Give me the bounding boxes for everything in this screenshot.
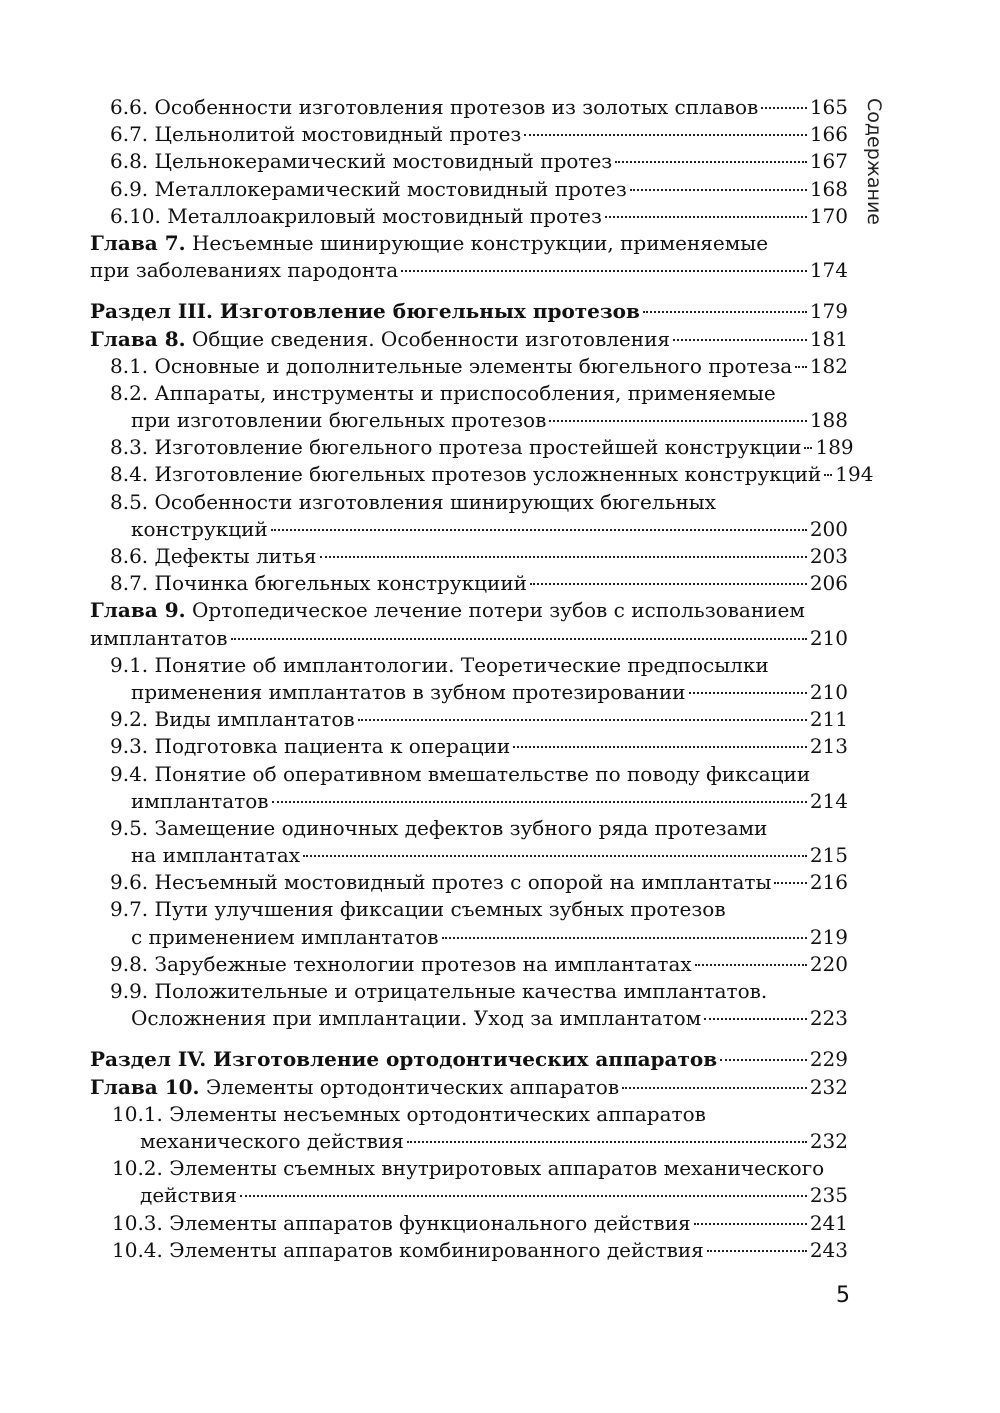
toc-entry-title: 9.7. Пути улучшения фиксации съемных зубных протезов [110, 897, 726, 922]
running-header-text: Содержание [863, 98, 885, 225]
dot-leader [513, 746, 807, 748]
toc-entry-title: 8.1. Основные и дополнительные элементы бюгельного протеза [110, 353, 793, 378]
toc-page-number: 174 [809, 258, 848, 283]
dot-leader [271, 529, 807, 531]
toc-entry-title: Несъемные шинирующие конструкции, применяемые [191, 230, 769, 255]
toc-entry-title: 9.9. Положительные и отрицательные качества имплантатов. [110, 979, 768, 1003]
dot-leader [630, 189, 807, 191]
toc-entry[interactable] [90, 978, 848, 1005]
toc-entry-continuation[interactable] [90, 1005, 848, 1032]
toc-page-number: 216 [809, 870, 848, 895]
toc-entry-title: 9.2. Виды имплантатов [110, 707, 355, 732]
toc-entry-title: 8.3. Изготовление бюгельного протеза простейшей конструкции [110, 435, 802, 460]
toc-entry[interactable] [90, 353, 848, 380]
dot-leader [804, 447, 812, 449]
dot-leader [707, 1250, 807, 1252]
dot-leader [272, 801, 807, 803]
toc-entry[interactable] [90, 176, 848, 203]
chapter-label: Глава 7. [90, 230, 186, 255]
dot-leader [694, 1223, 807, 1225]
toc-entry-title: Ортопедическое лечение потери зубов с использованием [191, 598, 805, 623]
toc-page-number: 188 [809, 408, 848, 433]
toc-page-number: 167 [809, 149, 848, 174]
dot-leader [605, 216, 807, 218]
chapter-label: Глава 10. [90, 1074, 200, 1099]
toc-entry-title: механического действия [140, 1128, 404, 1153]
dot-leader [549, 420, 806, 422]
toc-entry[interactable] [90, 951, 848, 978]
chapter-label: Глава 9. [90, 598, 186, 623]
toc-entry-title: 10.1. Элементы несъемных ортодонтических аппаратов [112, 1101, 706, 1126]
running-header [861, 98, 885, 248]
toc-entry[interactable] [90, 896, 848, 923]
toc-entry-title: 8.7. Починка бюгельных конструкциий [110, 571, 527, 596]
toc-entry[interactable] [90, 434, 854, 461]
toc-page-number: 220 [809, 951, 848, 976]
toc-entry[interactable] [90, 815, 848, 842]
dot-leader [407, 1141, 807, 1143]
dot-leader [442, 937, 807, 939]
toc-entry-title: Общие сведения. Особенности изготовления [191, 326, 671, 351]
toc-entry[interactable] [90, 461, 874, 488]
toc-entry-title: 10.3. Элементы аппаратов функционального действия [112, 1210, 691, 1235]
toc-entry-title: 10.4. Элементы аппаратов комбинированного действия [112, 1237, 704, 1262]
dot-leader [689, 692, 807, 694]
dot-leader [695, 964, 807, 966]
dot-leader [303, 855, 807, 857]
toc-entry-title: действия [140, 1183, 237, 1208]
toc-entry-title: при заболеваниях пародонта [90, 258, 399, 283]
dot-leader [320, 556, 807, 558]
toc-entry-title: 10.2. Элементы съемных внутриротовых аппаратов механического [112, 1156, 825, 1181]
toc-entry-title: 6.7. Цельнолитой мостовидный протез [110, 122, 522, 147]
dot-leader [643, 311, 807, 313]
toc-entry[interactable] [90, 489, 848, 516]
toc-entry[interactable] [90, 706, 848, 733]
toc-page-number: 194 [835, 462, 874, 487]
toc-entry-continuation[interactable] [90, 257, 848, 284]
toc-entry[interactable] [90, 652, 848, 679]
toc-entry-continuation[interactable] [90, 625, 848, 652]
toc-page-number: 182 [809, 353, 848, 378]
dot-leader [615, 161, 807, 163]
toc-page-number: 241 [809, 1210, 848, 1235]
toc-entry[interactable] [90, 380, 848, 407]
toc-page-number: 181 [809, 326, 848, 351]
toc-chapter-heading[interactable] [90, 597, 848, 624]
toc-chapter-heading[interactable] [90, 1074, 848, 1101]
toc-page-number: 229 [809, 1047, 848, 1072]
dot-leader [774, 882, 806, 884]
page-number: 5 [836, 1283, 850, 1308]
dot-leader [401, 270, 807, 272]
toc-entry[interactable] [90, 1101, 848, 1128]
toc-page-number: 168 [809, 176, 848, 201]
toc-entry[interactable] [90, 121, 848, 148]
toc-entry-title: 8.4. Изготовление бюгельных протезов усложненных конструкций [110, 462, 822, 487]
toc-page-number: 203 [809, 544, 848, 568]
toc-entry-continuation[interactable] [90, 1182, 848, 1209]
toc-entry-title: 8.5. Особенности изготовления шинирующих бюгельных [110, 489, 717, 514]
toc-entry-continuation[interactable] [90, 1128, 848, 1155]
toc-entry-title: с применением имплантатов [131, 924, 439, 949]
toc-entry[interactable] [90, 543, 848, 570]
toc-entry-title: 8.6. Дефекты литья [110, 544, 317, 568]
toc-page-number: 210 [809, 625, 848, 650]
toc-entry-title: 9.5. Замещение одиночных дефектов зубного ряда протезами [110, 815, 768, 840]
toc-entry[interactable] [90, 1237, 848, 1264]
toc-entry-continuation[interactable] [90, 788, 848, 815]
toc-page-number: 214 [809, 788, 848, 813]
toc-page-number: 189 [815, 435, 854, 460]
dot-leader [824, 474, 832, 476]
section-title: Раздел IV. Изготовление ортодонтических аппаратов [90, 1047, 718, 1072]
toc-entry-title: имплантатов [131, 788, 269, 813]
toc-entry[interactable] [90, 570, 848, 597]
toc-entry-title: 9.4. Понятие об оперативном вмешательстве по поводу фиксации [110, 761, 811, 786]
toc-page-number: 166 [809, 122, 848, 147]
toc-page-number: 200 [809, 516, 848, 541]
toc-entry-title: на имплантатах [131, 843, 301, 868]
toc-entry-title: 6.10. Металлоакриловый мостовидный протез [110, 203, 602, 228]
toc-section-heading[interactable] [90, 1046, 848, 1073]
toc-entry-title: Осложнения при имплантации. Уход за имплантатом [131, 1006, 702, 1031]
dot-leader [795, 366, 807, 368]
toc-entry-title: 6.6. Особенности изготовления протезов из золотых сплавов [110, 95, 759, 119]
dot-leader [240, 1195, 807, 1197]
toc-entry[interactable] [90, 1155, 848, 1182]
toc-entry-continuation[interactable] [90, 842, 848, 869]
toc-entry-continuation[interactable] [90, 407, 848, 434]
toc-page-number: 210 [809, 679, 848, 704]
toc-page-number: 243 [809, 1237, 848, 1262]
toc-page-number: 165 [809, 95, 848, 119]
toc-entry-title: 9.1. Понятие об имплантологии. Теоретические предпосылки [110, 652, 769, 677]
dot-leader [524, 134, 806, 136]
toc-page-number: 213 [809, 734, 848, 759]
toc-entry-title: 6.9. Металлокерамический мостовидный протез [110, 176, 627, 201]
toc-entry-title: 8.2. Аппараты, инструменты и приспособления, применяемые [110, 380, 776, 405]
dot-leader [720, 1059, 807, 1061]
section-title: Раздел III. Изготовление бюгельных протезов [90, 299, 640, 324]
toc-page-number: 235 [809, 1183, 848, 1208]
toc-entry-title: 6.8. Цельнокерамический мостовидный протез [110, 149, 613, 174]
toc-entry-title: 9.8. Зарубежные технологии протезов на имплантатах [110, 951, 692, 976]
toc-page-number: 170 [809, 203, 848, 228]
toc-entry-title: конструкций [131, 516, 268, 541]
dot-leader [704, 1018, 807, 1020]
toc-page-number: 211 [809, 707, 848, 732]
toc-entry-title: имплантатов [90, 625, 228, 650]
toc-entry[interactable] [90, 869, 848, 896]
dot-leader [358, 719, 807, 721]
dot-leader [622, 1087, 807, 1089]
toc-section-heading[interactable] [90, 298, 848, 325]
toc-entry-title: 9.6. Несъемный мостовидный протез с опорой на имплантаты [110, 870, 772, 895]
toc-entry[interactable] [90, 761, 848, 788]
dot-leader [761, 107, 807, 109]
chapter-label: Глава 8. [90, 326, 186, 351]
toc-page-number: 232 [809, 1074, 848, 1099]
toc-chapter-heading[interactable] [90, 230, 848, 257]
toc-entry[interactable] [90, 1210, 848, 1237]
toc-entry-continuation[interactable] [90, 516, 848, 543]
toc-page-number: 223 [809, 1006, 848, 1031]
toc-page-number: 206 [809, 571, 848, 596]
dot-leader [530, 583, 807, 585]
dot-leader [231, 638, 807, 640]
toc-entry-title: применения имплантатов в зубном протезировании [131, 679, 686, 704]
toc-page-number: 219 [809, 924, 848, 949]
toc-entry[interactable] [90, 94, 848, 121]
toc-entry-continuation[interactable] [90, 924, 848, 951]
toc-page-number: 232 [809, 1128, 848, 1153]
toc-entry[interactable] [90, 148, 848, 175]
toc-page-number: 179 [809, 299, 848, 324]
toc-entry-title: Элементы ортодонтических аппаратов [205, 1074, 620, 1099]
dot-leader [673, 339, 807, 341]
toc-entry[interactable] [90, 203, 848, 230]
toc-entry-continuation[interactable] [90, 679, 848, 706]
toc-entry-title: 9.3. Подготовка пациента к операции [110, 734, 511, 759]
toc-entry-title: при изготовлении бюгельных протезов [131, 408, 547, 433]
toc-page-number: 215 [809, 843, 848, 868]
toc-chapter-heading[interactable] [90, 326, 848, 353]
toc-entry[interactable] [90, 733, 848, 760]
